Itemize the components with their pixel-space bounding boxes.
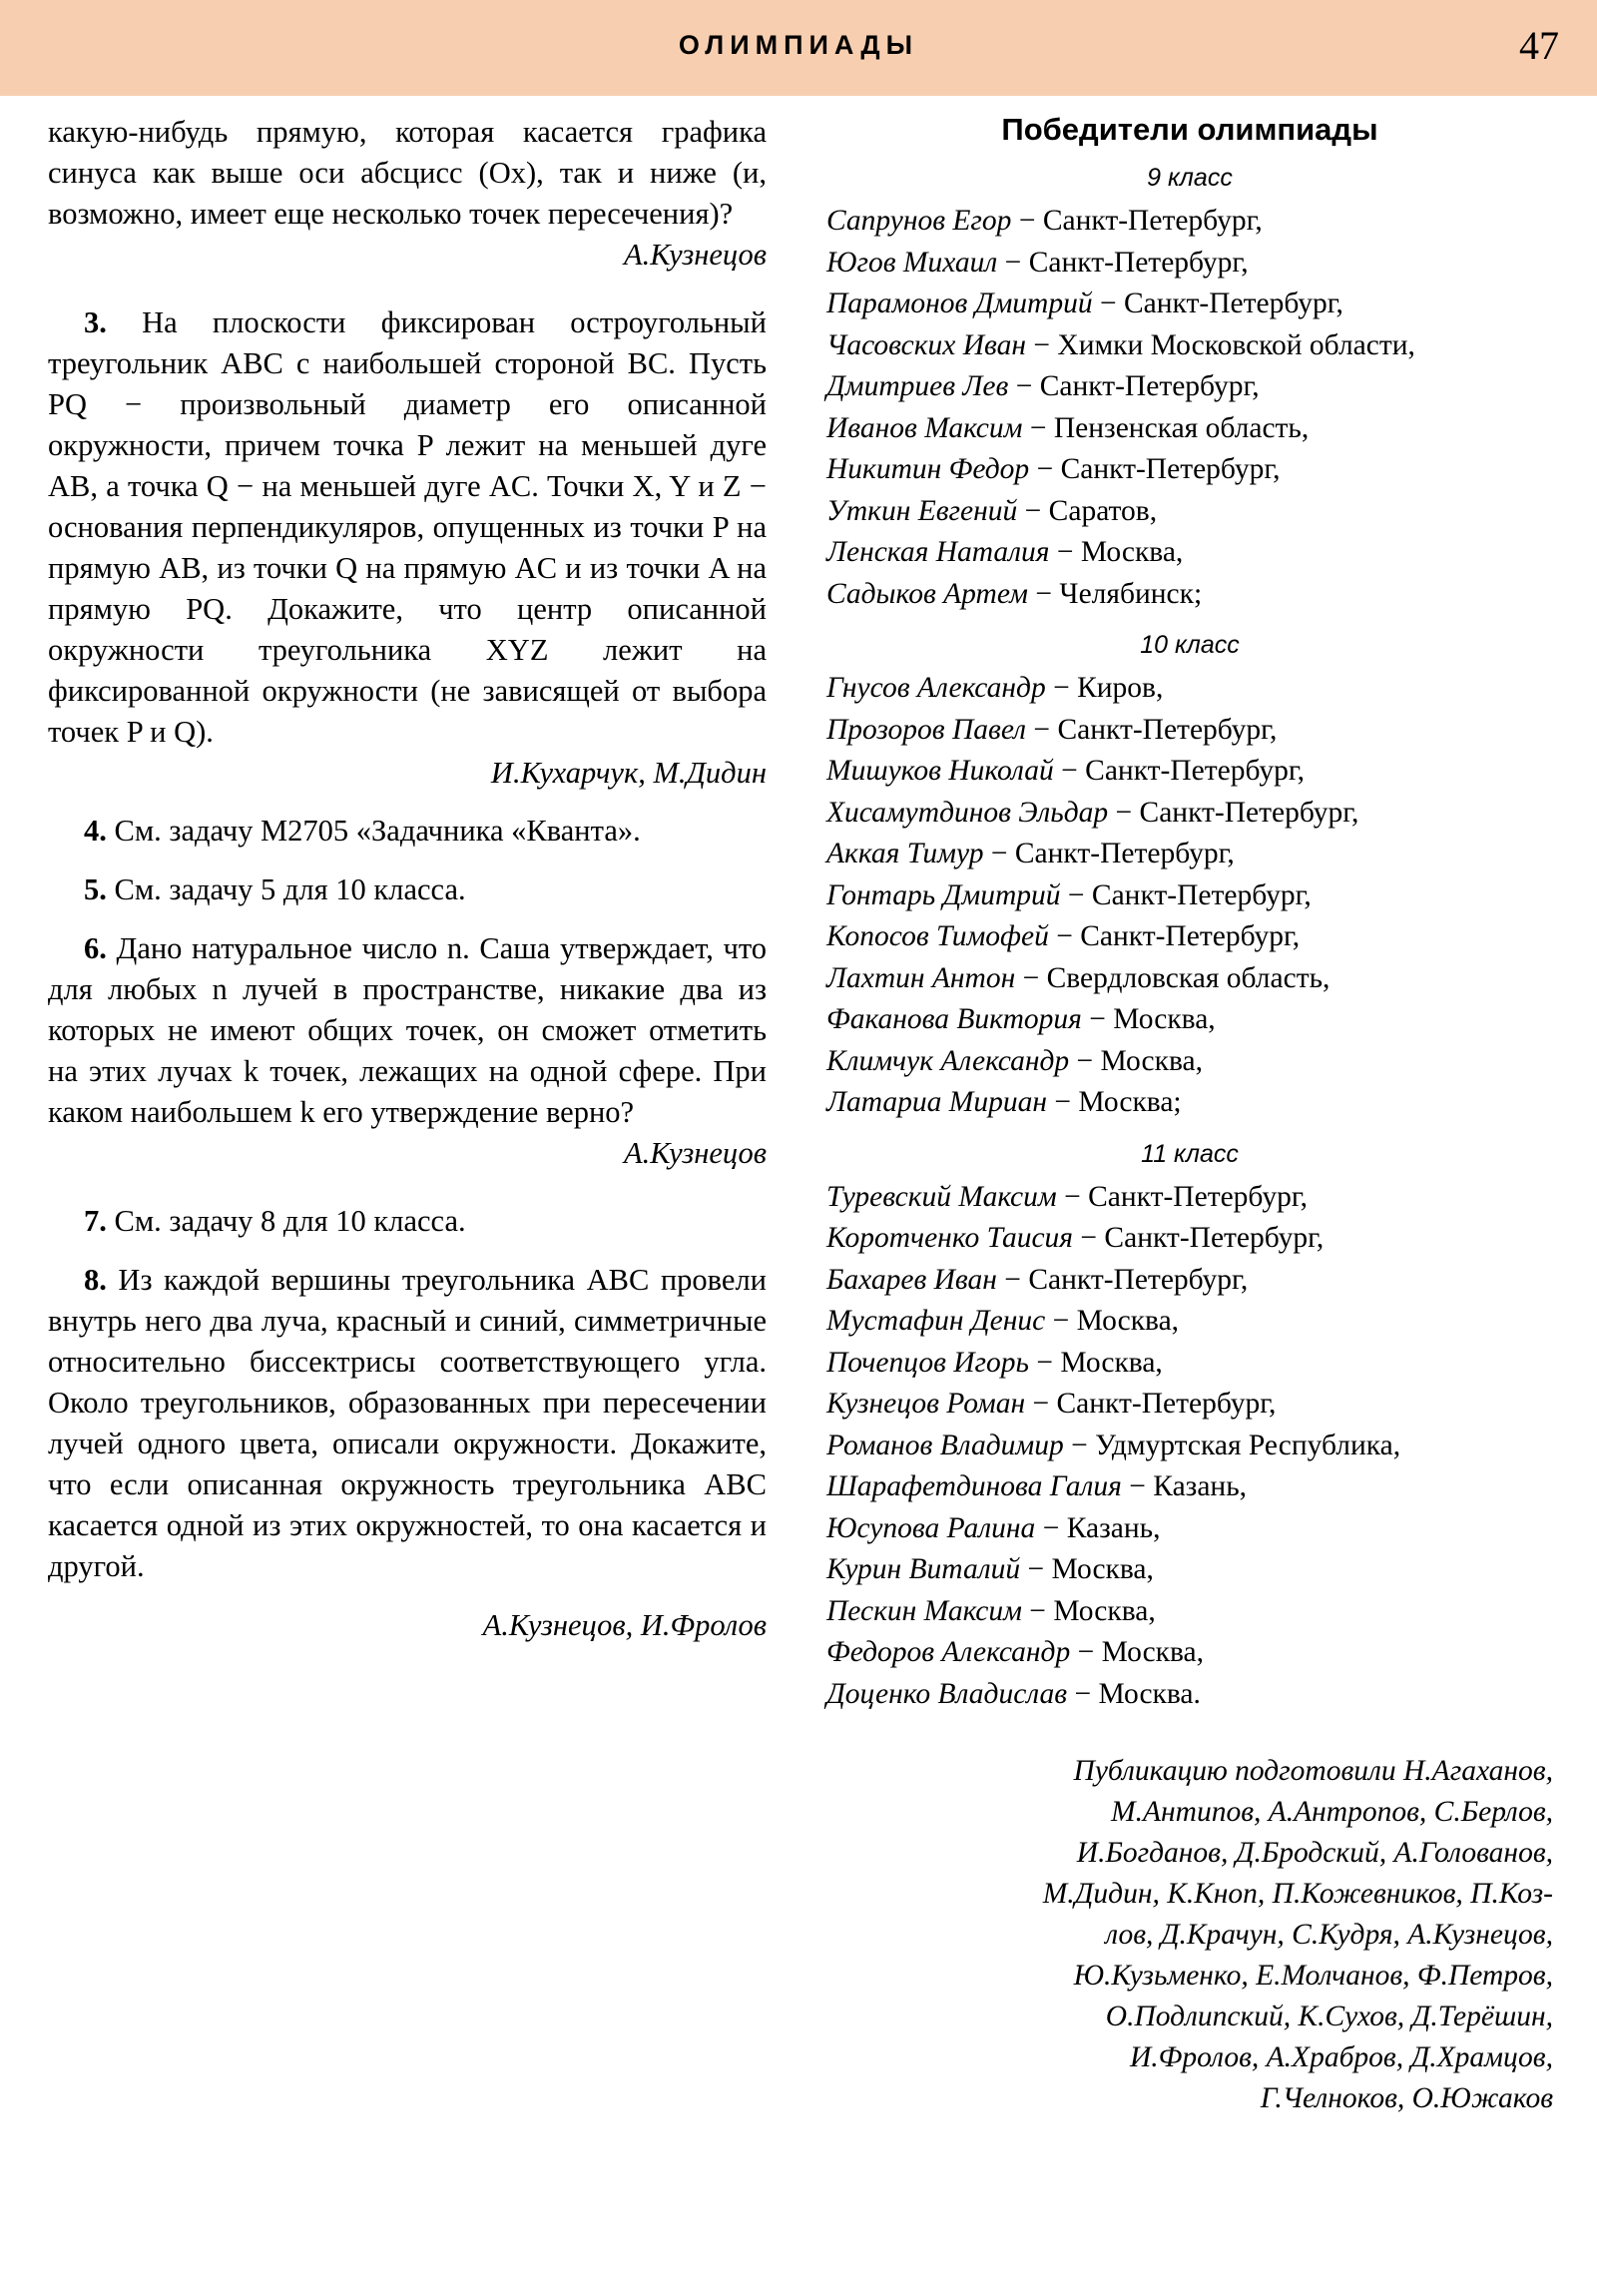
winner-city: Москва. [1098, 1677, 1201, 1710]
winner-name: Гонтарь Дмитрий [826, 878, 1061, 911]
list-item [826, 710, 1553, 752]
credits-line: И.Богданов, Д.Бродский, А.Голованов, [1076, 1837, 1553, 1869]
list-item [826, 1301, 1553, 1343]
problem-6-text: Дано натуральное число n. Саша утверждает, что для любых n лучей в пространстве, никакие два из которых не имеют общих точек, он сможет отметить на этих лучах k точек, лежащих на одной сфере. При каком наибольшем k его утверждение верно? [48, 931, 767, 1129]
winner-dash: − [1080, 1222, 1098, 1254]
list-item [826, 1591, 1553, 1633]
list-item [826, 366, 1553, 408]
credits-line: Публикацию подготовили Н.Агаханов, [1073, 1755, 1553, 1787]
list-item [826, 408, 1553, 450]
list-item [826, 1082, 1553, 1124]
winner-name: Туревский Максим [826, 1180, 1057, 1213]
winner-name: Климчук Александр [826, 1044, 1070, 1077]
list-item [826, 751, 1553, 793]
continued-attribution: А.Кузнецов [623, 238, 767, 272]
spacer [48, 275, 767, 302]
winner-city: Санкт-Петербург, [1057, 713, 1278, 746]
winner-dash: − [1036, 453, 1054, 485]
spacer [48, 910, 767, 928]
winners-list-9 [826, 201, 1553, 615]
page-number: 47 [1519, 23, 1559, 68]
winner-name: Парамонов Дмитрий [826, 287, 1093, 319]
winner-city: Санкт-Петербург, [1028, 1263, 1249, 1296]
list-item [826, 243, 1553, 285]
winner-dash: − [990, 838, 1008, 869]
winner-dash: − [1115, 796, 1133, 829]
problem-8-attribution: А.Кузнецов, И.Фролов [482, 1608, 767, 1642]
winner-city: Санкт-Петербург, [1056, 1388, 1277, 1420]
list-item [826, 1041, 1553, 1083]
winner-dash: − [1004, 1263, 1021, 1296]
problem-3-attribution: И.Кухарчук, М.Дидин [490, 756, 767, 790]
winner-name: Сапрунов Егор [826, 205, 1012, 237]
problem-6-number: 6. [84, 931, 107, 965]
credits-line: лов, Д.Крачун, С.Кудря, А.Кузнецов, [1105, 1919, 1553, 1951]
winner-name: Мишуков Николай [826, 755, 1054, 787]
winner-city: Санкт-Петербург, [1060, 453, 1281, 485]
winners-list-10 [826, 668, 1553, 1124]
winner-dash: − [1056, 536, 1074, 568]
problem-8-number: 8. [84, 1263, 107, 1297]
winner-dash: − [1033, 713, 1051, 746]
list-item [826, 793, 1553, 835]
problem-3 [48, 302, 767, 753]
winner-dash: − [1054, 1086, 1071, 1118]
winner-dash: − [1036, 1346, 1054, 1379]
credits-line: М.Дидин, К.Кноп, П.Кожевников, П.Коз- [1042, 1878, 1553, 1910]
list-item [826, 668, 1553, 710]
winner-dash: − [1077, 1636, 1095, 1668]
list-item [826, 916, 1553, 958]
winner-city: Санкт-Петербург, [1085, 755, 1306, 787]
problem-7-text: См. задачу 8 для 10 класса. [114, 1204, 466, 1238]
winner-city: Казань, [1066, 1511, 1161, 1544]
winner-dash: − [1015, 370, 1033, 402]
list-item [826, 1508, 1553, 1550]
winners-title: Победители олимпиады [1001, 112, 1378, 147]
grade-label-9: 9 класс [1147, 164, 1233, 192]
winner-city: Химки Московской области, [1057, 328, 1415, 361]
winner-dash: − [1024, 494, 1042, 527]
list-item [826, 1632, 1553, 1674]
problem-4-number: 4. [84, 814, 107, 848]
list-item [826, 284, 1553, 325]
problem-4-text: См. задачу M2705 «Задачника «Кванта». [114, 814, 641, 848]
list-item [826, 1466, 1553, 1508]
spacer [48, 1587, 767, 1605]
winner-name: Копосов Тимофей [826, 920, 1049, 952]
list-item [826, 449, 1553, 491]
winner-city: Санкт-Петербург, [1139, 796, 1359, 829]
winner-city: Санкт-Петербург, [1104, 1222, 1325, 1254]
list-item [826, 834, 1553, 875]
list-item [826, 1549, 1553, 1591]
winner-dash: − [1035, 577, 1053, 610]
credits-block [826, 1751, 1553, 2119]
spacer [48, 852, 767, 869]
winners-list-11 [826, 1177, 1553, 1716]
grade-label-10: 10 класс [1140, 631, 1240, 659]
winner-city: Саратов, [1048, 494, 1158, 527]
winner-dash: − [1027, 1553, 1045, 1585]
winner-name: Пескин Максим [826, 1594, 1022, 1627]
winner-dash: − [1089, 1003, 1106, 1035]
winner-name: Почепцов Игорь [826, 1346, 1029, 1379]
grade-label-11: 11 класс [1141, 1139, 1239, 1168]
list-item [826, 958, 1553, 1000]
winner-name: Аккая Тимур [826, 838, 984, 869]
winner-dash: − [1056, 920, 1073, 952]
winner-city: Санкт-Петербург, [1028, 246, 1249, 279]
problem-7-number: 7. [84, 1204, 107, 1238]
winner-name: Уткин Евгений [826, 494, 1018, 527]
winner-dash: − [1064, 1180, 1081, 1213]
winner-name: Кузнецов Роман [826, 1388, 1026, 1420]
winner-name: Доценко Владислав [826, 1677, 1068, 1710]
winner-city: Москва, [1113, 1003, 1216, 1035]
winner-name: Югов Михаил [826, 246, 998, 279]
winner-dash: − [1071, 1429, 1088, 1461]
spacer [48, 793, 767, 811]
winner-dash: − [1018, 205, 1036, 237]
winner-city: Санкт-Петербург, [1014, 838, 1235, 869]
winner-name: Ленская Наталия [826, 536, 1050, 568]
winner-city: Москва, [1101, 1636, 1205, 1668]
winner-name: Юсупова Ралина [826, 1511, 1036, 1544]
winner-dash: − [1076, 1044, 1094, 1077]
winner-dash: − [1053, 672, 1070, 704]
spacer [48, 1242, 767, 1260]
problem-5-text: См. задачу 5 для 10 класса. [114, 872, 466, 906]
winner-city: Москва, [1060, 1346, 1163, 1379]
winner-dash: − [1067, 878, 1085, 911]
page-title: ОЛИМПИАДЫ [678, 30, 919, 60]
problem-3-text: На плоскости фиксирован остроугольный треугольник ABC с наибольшей стороной BC. Пусть PQ − произвольный диаметр его описанной окружности, причем точка P лежит на меньшей дуге AB, а точка Q − на меньшей дуге AC. Точки X, Y и Z − основания перпендикуляров, опущенных из точки P на прямую AB, из точки Q на прямую AC и из точки A на прямую PQ. Докажите, что центр описанной окружности треугольника XYZ лежит на фиксированной окружности (не зависящей от выбора точек P и Q). [48, 305, 767, 749]
page-columns [0, 112, 1597, 2268]
winner-city: Санкт-Петербург, [1124, 287, 1343, 319]
winner-city: Санкт-Петербург, [1039, 370, 1260, 402]
winner-dash: − [1074, 1677, 1092, 1710]
winner-dash: − [1032, 1388, 1050, 1420]
winner-city: Москва, [1053, 1594, 1156, 1627]
winner-name: Коротченко Таисия [826, 1222, 1074, 1254]
winner-name: Факанова Виктория [826, 1003, 1082, 1035]
winner-city: Удмуртская Республика, [1095, 1429, 1401, 1461]
winner-name: Шарафетдинова Галия [826, 1470, 1122, 1502]
credits-line: Ю.Кузьменко, Е.Молчанов, Ф.Петров, [1073, 1960, 1553, 1992]
winner-city: Киров, [1077, 672, 1164, 704]
winner-name: Никитин Федор [826, 453, 1030, 485]
winner-city: Москва, [1051, 1553, 1154, 1585]
winner-dash: − [1099, 287, 1117, 319]
list-item [826, 1260, 1553, 1302]
problem-8-text: Из каждой вершины треугольника ABC провели внутрь него два луча, красный и синий, симметричные относительно биссектрисы соответствующего угла. Около треугольников, образованных при пересечении лучей одного цвета, описали окружности. Докажите, что если описанная окружность треугольника ABC касается одной из этих окружностей, то она касается и другой. [48, 1263, 767, 1583]
winner-dash: − [1004, 246, 1022, 279]
credits-line: Г.Челноков, О.Южаков [1260, 2082, 1553, 2114]
winner-name: Часовских Иван [826, 328, 1027, 361]
left-column [48, 112, 767, 1645]
winner-city: Челябинск; [1059, 577, 1203, 610]
winner-city: Санкт-Петербург, [1091, 878, 1312, 911]
list-item [826, 1674, 1553, 1716]
winner-name: Садыков Артем [826, 577, 1029, 610]
winner-city: Санкт-Петербург, [1042, 205, 1263, 237]
list-item [826, 1177, 1553, 1219]
winner-dash: − [1029, 411, 1047, 444]
problem-6-attribution: А.Кузнецов [623, 1136, 767, 1170]
list-item [826, 532, 1553, 574]
credits-line: О.Подлипский, К.Сухов, Д.Терёшин, [1105, 2001, 1553, 2032]
problem-5 [48, 869, 767, 910]
winner-name: Романов Владимир [826, 1429, 1064, 1461]
winner-dash: − [1052, 1305, 1070, 1337]
list-item [826, 574, 1553, 616]
list-item [826, 1384, 1553, 1426]
list-item [826, 1343, 1553, 1385]
winner-dash: − [1061, 755, 1078, 787]
list-item [826, 201, 1553, 243]
winner-dash: − [1022, 961, 1040, 994]
problem-7 [48, 1201, 767, 1242]
list-item [826, 491, 1553, 533]
continued-paragraph: какую-нибудь прямую, которая касается графика синуса как выше оси абсцисс (Ox), так и ниже (и, возможно, имеет еще несколько точек пересечения)? [48, 115, 767, 231]
winner-dash: − [1129, 1470, 1146, 1502]
winner-city: Свердловская область, [1046, 961, 1331, 994]
winner-name: Иванов Максим [826, 411, 1023, 444]
winner-name: Дмитриев Лев [826, 370, 1009, 402]
winner-name: Мустафин Денис [826, 1305, 1046, 1337]
list-item [826, 875, 1553, 917]
winner-name: Курин Виталий [826, 1553, 1021, 1585]
winner-city: Москва, [1080, 536, 1184, 568]
credits-line: М.Антипов, А.Антропов, С.Берлов, [1111, 1796, 1553, 1828]
winner-name: Гнусов Александр [826, 672, 1046, 704]
winner-city: Санкт-Петербург, [1088, 1180, 1308, 1213]
problem-6 [48, 928, 767, 1133]
winner-name: Бахарев Иван [826, 1263, 997, 1296]
winner-name: Лахтин Антон [826, 961, 1016, 994]
problem-8 [48, 1260, 767, 1587]
winner-city: Москва, [1100, 1044, 1203, 1077]
winner-name: Хисамутдинов Эльдар [826, 796, 1109, 829]
winner-dash: − [1029, 1594, 1046, 1627]
list-item [826, 999, 1553, 1041]
problem-5-number: 5. [84, 872, 107, 906]
problem-4 [48, 811, 767, 852]
winner-name: Прозоров Павел [826, 713, 1027, 746]
winner-city: Москва, [1076, 1305, 1180, 1337]
credits-line: И.Фролов, А.Храбров, Д.Храмцов, [1129, 2041, 1553, 2073]
problem-3-number: 3. [84, 305, 107, 339]
spacer [48, 1173, 767, 1201]
list-item [826, 1218, 1553, 1260]
winner-city: Пензенская область, [1053, 411, 1310, 444]
winner-city: Казань, [1153, 1470, 1248, 1502]
winner-city: Москва; [1078, 1086, 1182, 1118]
winner-dash: − [1042, 1511, 1060, 1544]
winner-city: Санкт-Петербург, [1080, 920, 1301, 952]
list-item [826, 325, 1553, 367]
winner-name: Латариа Мириан [826, 1086, 1047, 1118]
winner-dash: − [1033, 328, 1051, 361]
list-item [826, 1426, 1553, 1467]
right-column [826, 112, 1553, 2119]
winner-name: Федоров Александр [826, 1636, 1071, 1668]
